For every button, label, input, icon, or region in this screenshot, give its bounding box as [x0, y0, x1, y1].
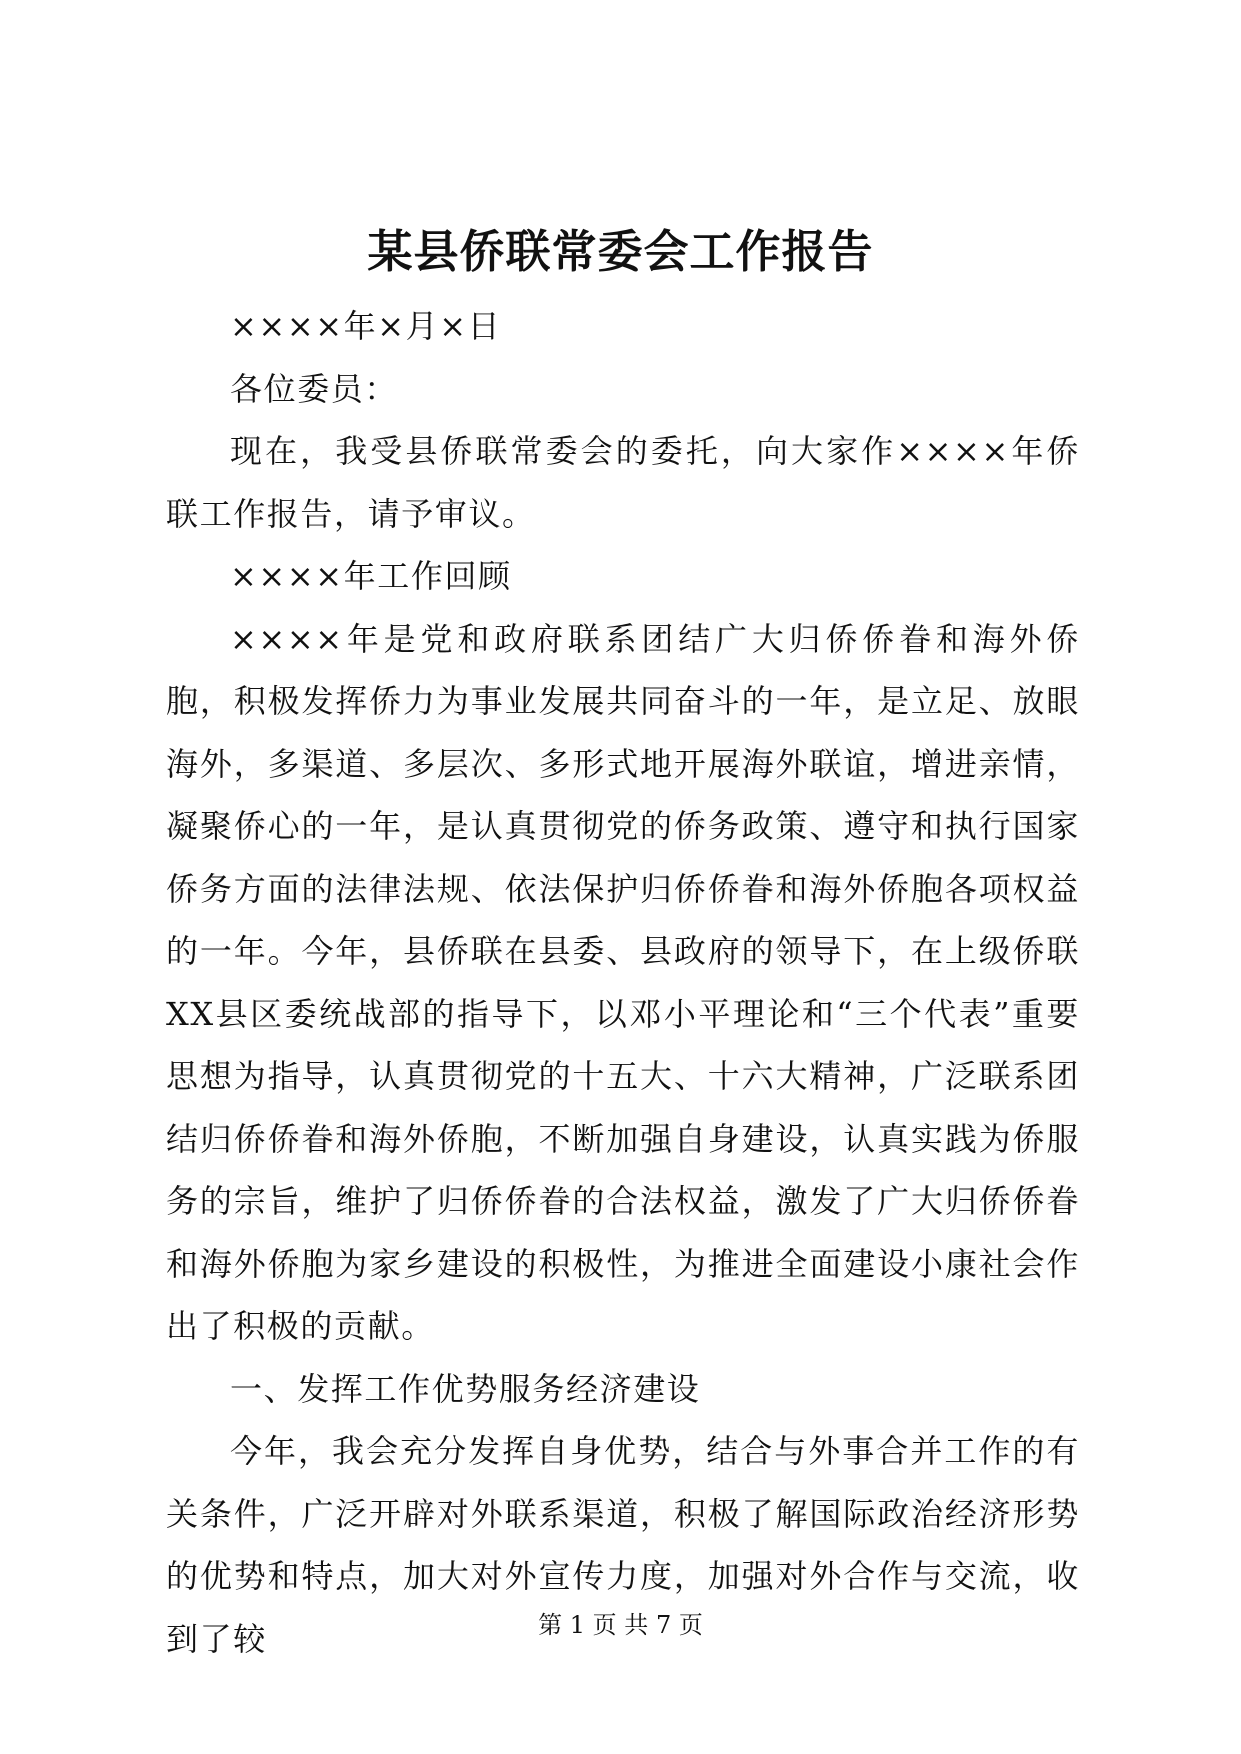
page-number: 第 1 页 共 7 页	[538, 1611, 703, 1639]
document-title: 某县侨联常委会工作报告	[367, 225, 874, 278]
economy-paragraph: 今年，我会充分发挥自身优势，结合与外事合并工作的有关条件，广泛开辟对外联系渠道，积极了解国际政治经济形势的优势和特点，加大对外宣传力度，加强对外合作与交流，收到了较	[166, 1432, 1080, 1658]
page-footer	[0, 1610, 1241, 1640]
document-body	[166, 295, 1080, 1670]
intro-paragraph: 现在，我受县侨联常委会的委托，向大家作××××年侨联工作报告，请予审议。	[166, 432, 1080, 533]
review-paragraph: ××××年是党和政府联系团结广大归侨侨眷和海外侨胞，积极发挥侨力为事业发展共同奋斗的一年，是立足、放眼海外，多渠道、多层次、多形式地开展海外联谊，增进亲情，凝聚侨心的一年，是认真贯彻党的侨务政策、遵守和执行国家侨务方面的法律法规、依法保护归侨侨眷和海外侨胞各项权益的一年。今年，县侨联在县委、县政府的领导下，在上级侨联XX县区委统战部的指导下，以邓小平理论和“三个代表”重要思想为指导，认真贯彻党的十五大、十六大精神，广泛联系团结归侨侨眷和海外侨胞，不断加强自身建设，认真实践为侨服务的宗旨，维护了归侨侨眷的合法权益，激发了广大归侨侨眷和海外侨胞为家乡建设的积极性，为推进全面建设小康社会作出了积极的贡献。	[166, 619, 1080, 1345]
section-heading-economy: 一、发挥工作优势服务经济建设	[230, 1369, 701, 1408]
date-line: ××××年×月×日	[230, 307, 502, 345]
salutation: 各位委员：	[230, 369, 399, 408]
section-heading-review: ××××年工作回顾	[230, 557, 512, 595]
